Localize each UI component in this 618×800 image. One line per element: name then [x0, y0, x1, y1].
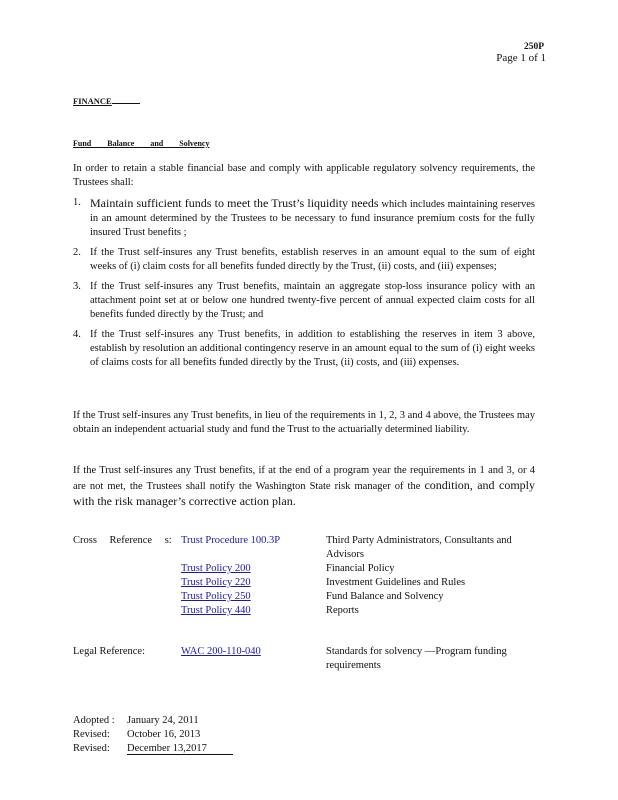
cross-reference-descriptions [326, 534, 538, 618]
notify-text: If the Trust self-insures any Trust benefits, if at the end of a program year the requirements in 1 and 3, or 4 are not met, the Trustees shall notify the Washington State risk manager of the [73, 465, 535, 492]
revised-label: Revised: [73, 743, 110, 754]
adopted-label: Adopted : [73, 715, 115, 726]
cross-reference-links [181, 534, 311, 618]
list-item [73, 280, 535, 322]
revised-date: December 13,2017 [127, 743, 233, 755]
link-trust-policy-440[interactable]: Trust Policy 440 [181, 605, 251, 616]
reference-description: Reports [326, 605, 359, 616]
requirements-list [73, 196, 535, 376]
reference-description: Third Party Administrators, Consultants and [326, 535, 512, 546]
page-number: Page 1 of 1 [496, 52, 546, 64]
list-item-text: If the Trust self-insures any Trust benefits, establish reserves in an amount equal to the sum of eight weeks of (i) claim costs for all benefits funded directly by the Trust, (ii) costs, and (iii) expenses; [90, 247, 535, 272]
list-item [73, 328, 535, 370]
notify-tail: condition, and comply with the risk manager’s corrective action plan. [73, 478, 536, 508]
revised-date: October 16, 2013 [127, 729, 201, 740]
link-trust-policy-200[interactable]: Trust Policy 200 [181, 563, 251, 574]
link-trust-policy-220[interactable]: Trust Policy 220 [181, 577, 251, 588]
list-item-text: If the Trust self-insures any Trust benefits, in addition to establishing the reserves in item 3 above, establish by resolution an additional contingency reserve in an amount equal to the sum of (i) eight weeks of claims costs for all benefits funded directly by the Trust, (ii) costs, and (iii) expenses. [90, 329, 535, 368]
policy-title: Fund Balance and Solvency [73, 139, 210, 148]
revised-label: Revised: [73, 729, 110, 740]
list-number: 4. [73, 329, 81, 340]
link-wac-200-110-040[interactable]: WAC 200-110-040 [181, 646, 261, 657]
list-item [73, 246, 535, 274]
revised-row [73, 728, 233, 742]
legal-reference-links [181, 645, 261, 659]
list-item [73, 196, 535, 240]
intro-paragraph: In order to retain a stable financial base and comply with applicable regulatory solvency requirements, the Trustees shall: [73, 163, 535, 188]
list-number: 2. [73, 247, 81, 258]
list-item-text: which includes maintaining reserves in an amount determined by the Trustees to be necessary to fund insurance premium costs for the fully insured Trust benefits ; [90, 199, 535, 238]
list-item-text: If the Trust self-insures any Trust benefits, maintain an aggregate stop-loss insurance policy with an attachment point set at or below one hundred twenty-five percent of annual expected claim costs for all benefits funded directly by the Trust; and [90, 281, 535, 320]
section-title: FINANCE [73, 94, 140, 108]
legal-reference-description: Standards for solvency —Program funding requirements [326, 646, 507, 671]
reference-description: Investment Guidelines and Rules [326, 577, 466, 588]
list-item-lead: Maintain sufficient funds to meet the Trust’s liquidity needs [90, 196, 379, 210]
link-trust-policy-250[interactable]: Trust Policy 250 [181, 591, 251, 602]
adopted-row [73, 714, 233, 728]
reference-description: Fund Balance and Solvency [326, 591, 444, 602]
adoption-history [73, 714, 233, 756]
lieu-paragraph: If the Trust self-insures any Trust benefits, in lieu of the requirements in 1, 2, 3 and 4 above, the Trustees may obtain an independent actuarial study and fund the Trust to the actuarially determined liability. [73, 410, 535, 435]
legal-reference-label: Legal Reference: [73, 646, 145, 657]
reference-description: Financial Policy [326, 563, 395, 574]
notify-paragraph [73, 464, 535, 510]
revised-row [73, 742, 233, 756]
reference-description: Advisors [326, 549, 364, 560]
list-number: 3. [73, 281, 81, 292]
link-trust-procedure-100-3p[interactable]: Trust Procedure 100.3P [181, 535, 281, 546]
policy-code: 250P [523, 42, 544, 52]
list-number: 1. [73, 197, 81, 208]
adopted-date: January 24, 2011 [127, 715, 199, 726]
cross-reference-label: Cross Reference s: [73, 535, 172, 546]
